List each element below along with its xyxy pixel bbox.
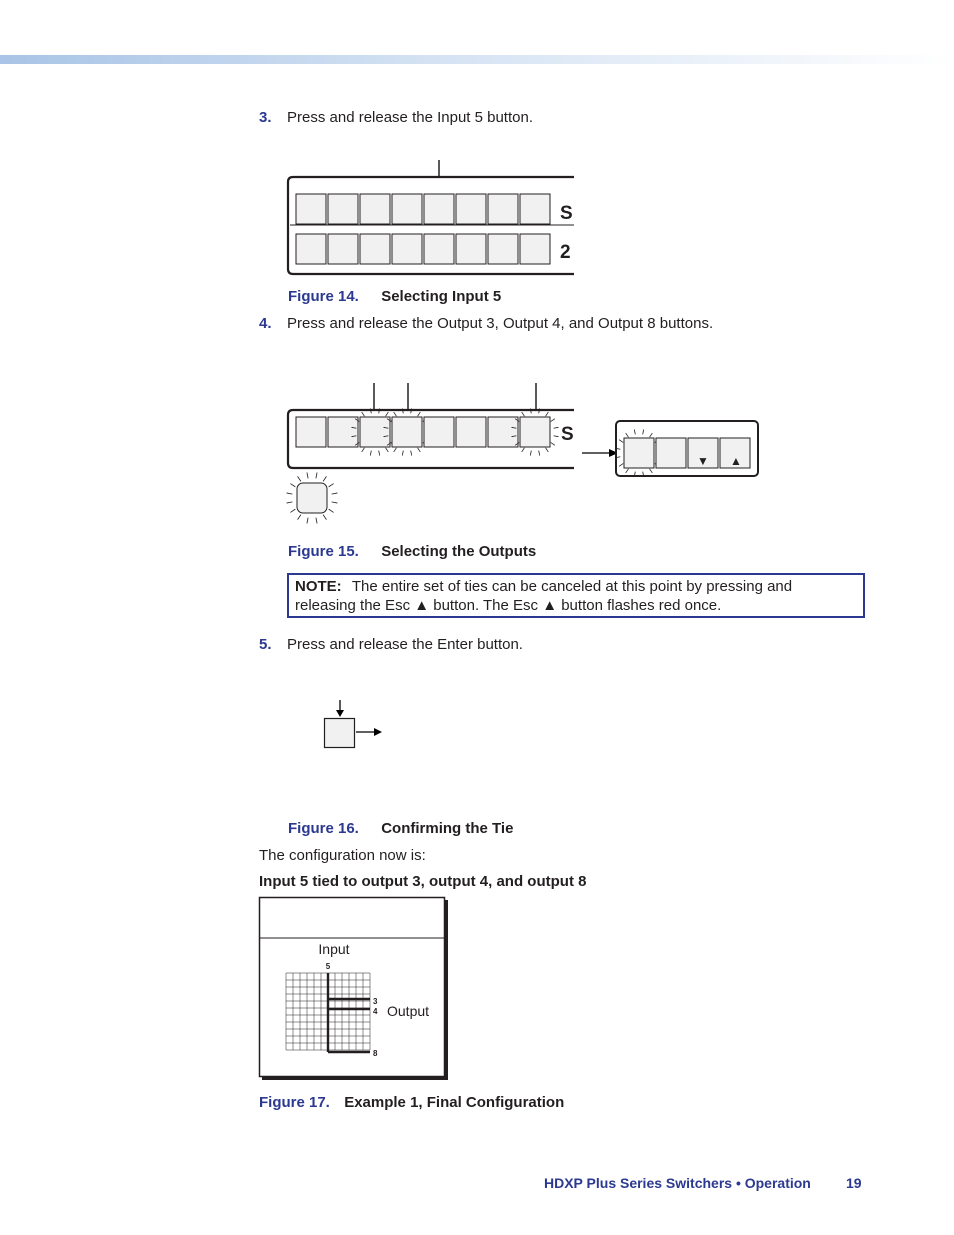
note-label: NOTE: — [295, 578, 342, 595]
matrix-input-label: Input — [318, 941, 350, 957]
step-text: Press and release the Output 3, Output 4, and Output 8 buttons. — [287, 315, 714, 332]
input-button — [456, 194, 486, 224]
figure-title: Selecting Input 5 — [381, 288, 502, 305]
figure-17-caption — [259, 1094, 564, 1111]
output-button — [296, 417, 326, 447]
note-text: The entire set of ties can be canceled at this point by pressing and releasing the Esc ▲ button. The Esc ▲ button flashes red once. — [295, 578, 793, 614]
output-button — [424, 234, 454, 264]
header-band — [0, 55, 954, 64]
output-button — [392, 234, 422, 264]
matrix-output-3: 3 — [373, 997, 378, 1006]
figure-title: Example 1, Final Configuration — [344, 1094, 565, 1111]
up-arrow-icon: ▲ — [730, 454, 742, 468]
figure-14-caption — [288, 288, 501, 305]
figure-15-panel-illustration — [285, 378, 765, 526]
output-button — [328, 234, 358, 264]
output-button — [328, 417, 358, 447]
matrix-output-8: 8 — [373, 1049, 378, 1058]
input-button — [392, 194, 422, 224]
figure-label: Figure 17. — [259, 1094, 330, 1111]
step-4 — [259, 315, 879, 333]
output-button — [520, 234, 550, 264]
output-button — [392, 417, 422, 447]
input-button — [424, 194, 454, 224]
step-text: Press and release the Enter button. — [287, 636, 523, 653]
figure-label: Figure 15. — [288, 543, 359, 560]
step-number: 3. — [259, 109, 272, 126]
config-intro: The configuration now is: — [259, 847, 426, 864]
flashing-button — [297, 483, 327, 513]
figure-label: Figure 16. — [288, 820, 359, 837]
figure-title: Selecting the Outputs — [381, 543, 537, 560]
output-button — [488, 234, 518, 264]
matrix-input-number: 5 — [325, 962, 331, 971]
figure-16-caption — [288, 820, 513, 837]
panel-glyph-top: S — [560, 203, 573, 224]
figure-15-caption — [288, 543, 536, 560]
input-button — [296, 194, 326, 224]
panel-glyph-bottom: 2 — [560, 242, 571, 263]
panel-glyph: S — [561, 424, 574, 445]
page-number: 19 — [846, 1175, 862, 1191]
input-button — [360, 194, 390, 224]
step-3 — [259, 109, 819, 127]
note-box — [287, 573, 865, 618]
matrix-output-label: Output — [387, 1003, 430, 1019]
output-button — [456, 234, 486, 264]
input-button — [488, 194, 518, 224]
output-button — [424, 417, 454, 447]
output-button — [360, 417, 390, 447]
enter-button — [624, 438, 654, 468]
figure-title: Confirming the Tie — [381, 820, 514, 837]
blank-button — [656, 438, 686, 468]
input-button — [520, 194, 550, 224]
output-button — [296, 234, 326, 264]
step-text: Press and release the Input 5 button. — [287, 109, 533, 126]
config-heading: Input 5 tied to output 3, output 4, and output 8 — [259, 873, 587, 890]
step-number: 5. — [259, 636, 272, 653]
output-button — [360, 234, 390, 264]
output-button — [520, 417, 550, 447]
down-arrow-icon: ▼ — [697, 454, 709, 468]
input-button — [328, 194, 358, 224]
step-5 — [259, 636, 819, 654]
figure-16-enter-illustration — [318, 698, 388, 752]
footer-title: HDXP Plus Series Switchers • Operation — [544, 1175, 811, 1191]
output-button — [488, 417, 518, 447]
figure-14-panel-illustration — [285, 155, 585, 280]
step-number: 4. — [259, 315, 272, 332]
figure-17-tie-matrix — [258, 896, 452, 1082]
output-button — [456, 417, 486, 447]
figure-label: Figure 14. — [288, 288, 359, 305]
matrix-output-4: 4 — [373, 1007, 378, 1016]
enter-button-icon — [325, 719, 355, 748]
